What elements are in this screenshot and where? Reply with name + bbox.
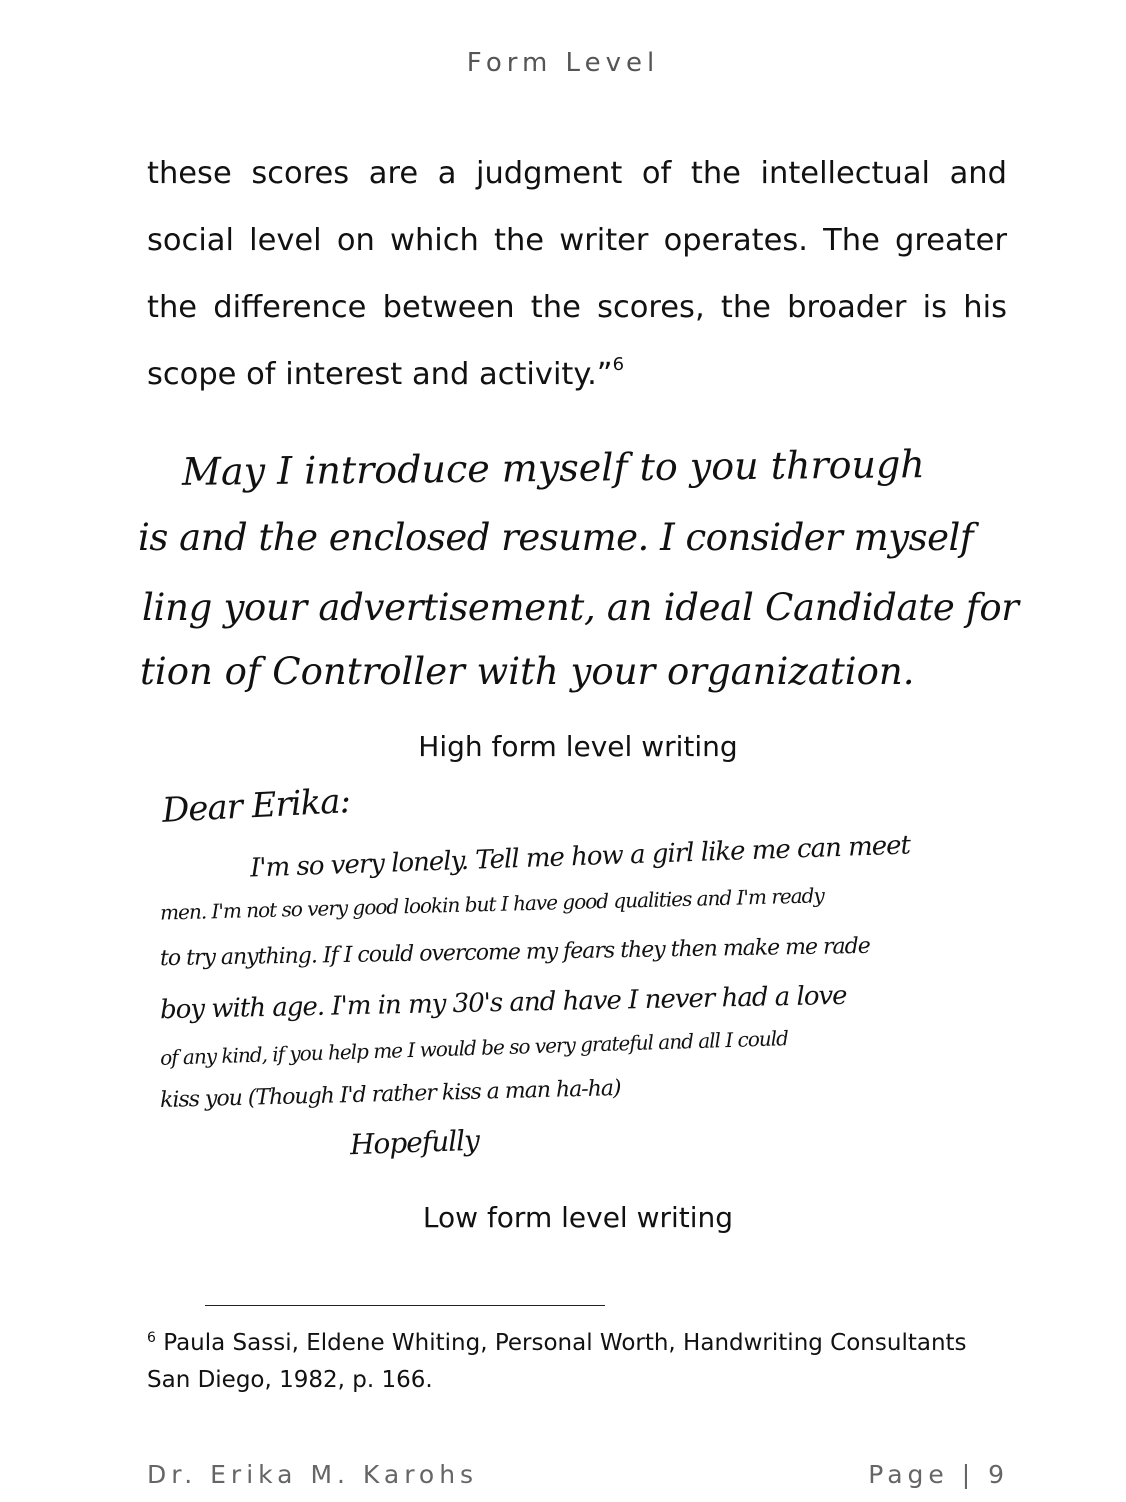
handwriting-line: boy with age. I'm in my 30's and have I never had a love xyxy=(159,980,847,1026)
handwriting-line: of any kind, if you help me I would be so very grateful and all I could xyxy=(159,1026,789,1070)
footnote-text: Paula Sassi, Eldene Whiting, Personal Worth, Handwriting Consultants San Diego, 1982, p. 166. xyxy=(147,1330,967,1393)
footnote xyxy=(147,1326,1017,1397)
handwriting-line: to try anything. If I could overcome my fears they then make me rade xyxy=(159,933,870,972)
running-header: Form Level xyxy=(466,48,660,78)
handwriting-line: kiss you (Though I'd rather kiss a man ha-ha) xyxy=(159,1075,621,1114)
caption-low-form: Low form level writing xyxy=(422,1201,734,1234)
body-paragraph-text: these scores are a judgment of the intellectual and social level on which the writer operates. The greater the difference between the scores, the broader is his scope of interest and activity.” xyxy=(147,156,1007,392)
handwriting-line: tion of Controller with your organization. xyxy=(140,650,915,693)
handwriting-line: ling your advertisement, an ideal Candidate for xyxy=(142,586,1019,629)
footer-page-number: Page | 9 xyxy=(868,1460,1009,1489)
body-paragraph xyxy=(147,140,1007,412)
caption-high-form: High form level writing xyxy=(418,730,738,763)
low-form-handwriting-sample xyxy=(150,780,1010,1170)
footnote-divider xyxy=(205,1305,605,1306)
handwriting-line: May I introduce myself to you through xyxy=(181,442,925,494)
footer-author: Dr. Erika M. Karohs xyxy=(147,1460,479,1489)
handwriting-line: Hopefully xyxy=(349,1123,480,1162)
handwriting-line: I'm so very lonely. Tell me how a girl like me can meet xyxy=(249,830,911,884)
footnote-marker: 6 xyxy=(147,1330,156,1346)
handwriting-line: men. I'm not so very good lookin but I have good qualities and I'm ready xyxy=(159,883,825,925)
handwriting-line: is and the enclosed resume. I consider myself xyxy=(138,516,974,559)
handwriting-line: Dear Erika: xyxy=(161,781,351,831)
high-form-handwriting-sample xyxy=(130,436,1019,716)
footnote-reference: 6 xyxy=(612,354,625,375)
